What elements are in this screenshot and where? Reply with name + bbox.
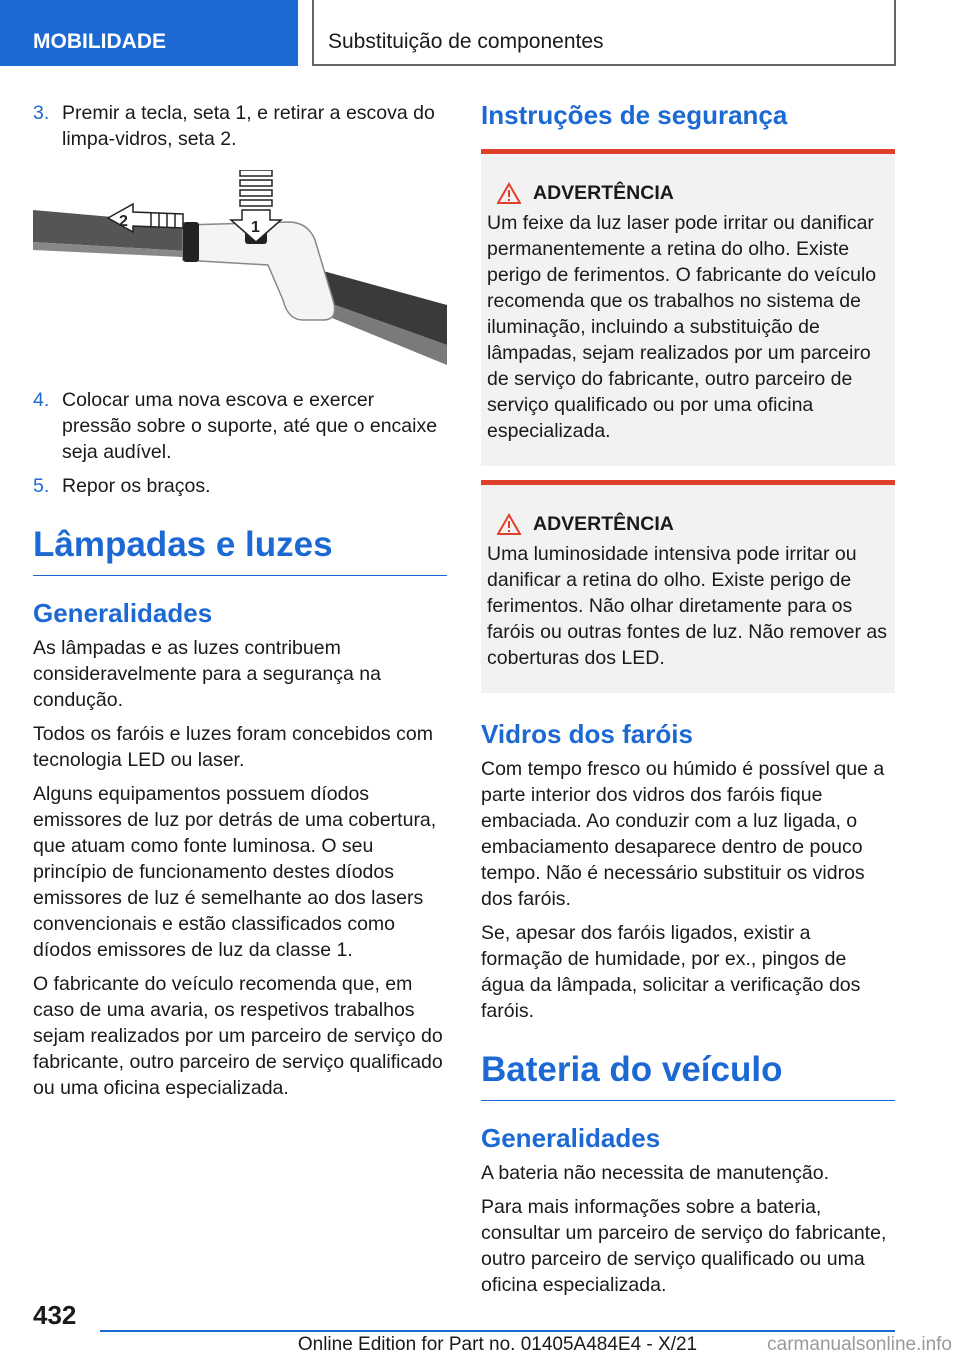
warning-title: ADVERTÊNCIA [487,180,889,206]
paragraph: Alguns equipamentos possuem díodos emissores de luz por detrás de uma cobertura, que atuam como fonte luminosa. O seu princípio de funcionamento destes díodos emissores de luz é semelhante ao dos lasers convencionais e estão classificados como díodos emissores de luz da classe 1. [33,783,437,961]
step-text: Repor os braços. [62,475,211,497]
step-4 [33,387,447,465]
watermark: carmanualsonline.info [763,1334,952,1356]
section-tab: MOBILIDADE [0,0,298,66]
step-text: Premir a tecla, seta 1, e retirar a escova do limpa-vidros, seta 2. [62,102,435,150]
wiper-blade-image [33,170,447,375]
heading-general: Generalidades [481,1123,661,1153]
warning-title: ADVERTÊNCIA [487,511,889,537]
step-number: 5. [33,475,50,497]
left-column [33,100,447,1109]
warning-text: Uma luminosidade intensiva pode irritar ou danificar a retina do olho. Existe perigo de ferimentos. Não olhar diretamente para os faróis ou outras fontes de luz. Não remover as coberturas dos LED. [487,543,887,669]
heading-headlight-glass: Vidros dos faróis [481,719,693,749]
arrow-2-label: 2 [119,213,128,230]
warning-icon [497,182,521,204]
warning-box [481,149,895,466]
paragraph: O fabricante do veículo recomenda que, em caso de uma avaria, os respetivos trabalhos sejam realizados por um parceiro de serviço do fabricante, outro parceiro de serviço qualificado ou uma oficina especializada. [33,973,443,1099]
right-column [481,100,895,1306]
step-number: 4. [33,389,50,411]
paragraph: Com tempo fresco ou húmido é possível que a parte interior dos vidros dos faróis fique embaciada. Ao conduzir com a luz ligada, o embaciamento desaparece dentro de pouco tempo. Não é necessário substituir os vidros dos faróis. [481,758,885,910]
step-5 [33,473,447,499]
paragraph: A bateria não necessita de manutenção. [481,1162,829,1184]
paragraph: Todos os faróis e luzes foram concebidos com tecnologia LED ou laser. [33,723,433,771]
paragraph: Para mais informações sobre a bateria, consultar um parceiro de serviço do fabricante, outro parceiro de serviço qualificado ou uma oficina especializada. [481,1196,887,1296]
arrow-1-label: 1 [251,219,260,236]
heading-safety: Instruções de segurança [481,100,788,130]
paragraph: As lâmpadas e as luzes contribuem consideravelmente para a segurança na condução. [33,637,381,711]
wiper-illustration [33,170,447,375]
footer-rule [100,1330,895,1332]
edition-text: Online Edition for Part no. 01405A484E4 - X/21 [297,1334,698,1355]
chapter-title: Substituição de componentes [312,0,896,66]
step-text: Colocar uma nova escova e exercer pressão sobre o suporte, até que o encaixe seja audível. [62,389,438,463]
page-header [0,0,960,66]
paragraph: Se, apesar dos faróis ligados, existir a formação de humidade, por ex., pingos de água da lâmpada, solicitar a verificação dos faróis. [481,922,861,1022]
warning-text: Um feixe da luz laser pode irritar ou danificar permanentemente a retina do olho. Existe perigo de ferimentos. O fabricante do veículo recomenda que os trabalhos no sistema de iluminação, incluindo a substituição de lâmpadas, sejam realizados por um parceiro de serviço do fabricante, outro parceiro de serviço qualificado ou por uma oficina especializada. [487,212,877,442]
step-3 [33,100,447,152]
step-number: 3. [33,102,50,124]
heading-battery: Bateria do veículo [481,1050,895,1101]
warning-box [481,480,895,693]
warning-icon [497,513,521,535]
heading-lamps: Lâmpadas e luzes [33,525,447,576]
heading-general: Generalidades [33,598,213,628]
page-number: 432 [33,1300,77,1330]
